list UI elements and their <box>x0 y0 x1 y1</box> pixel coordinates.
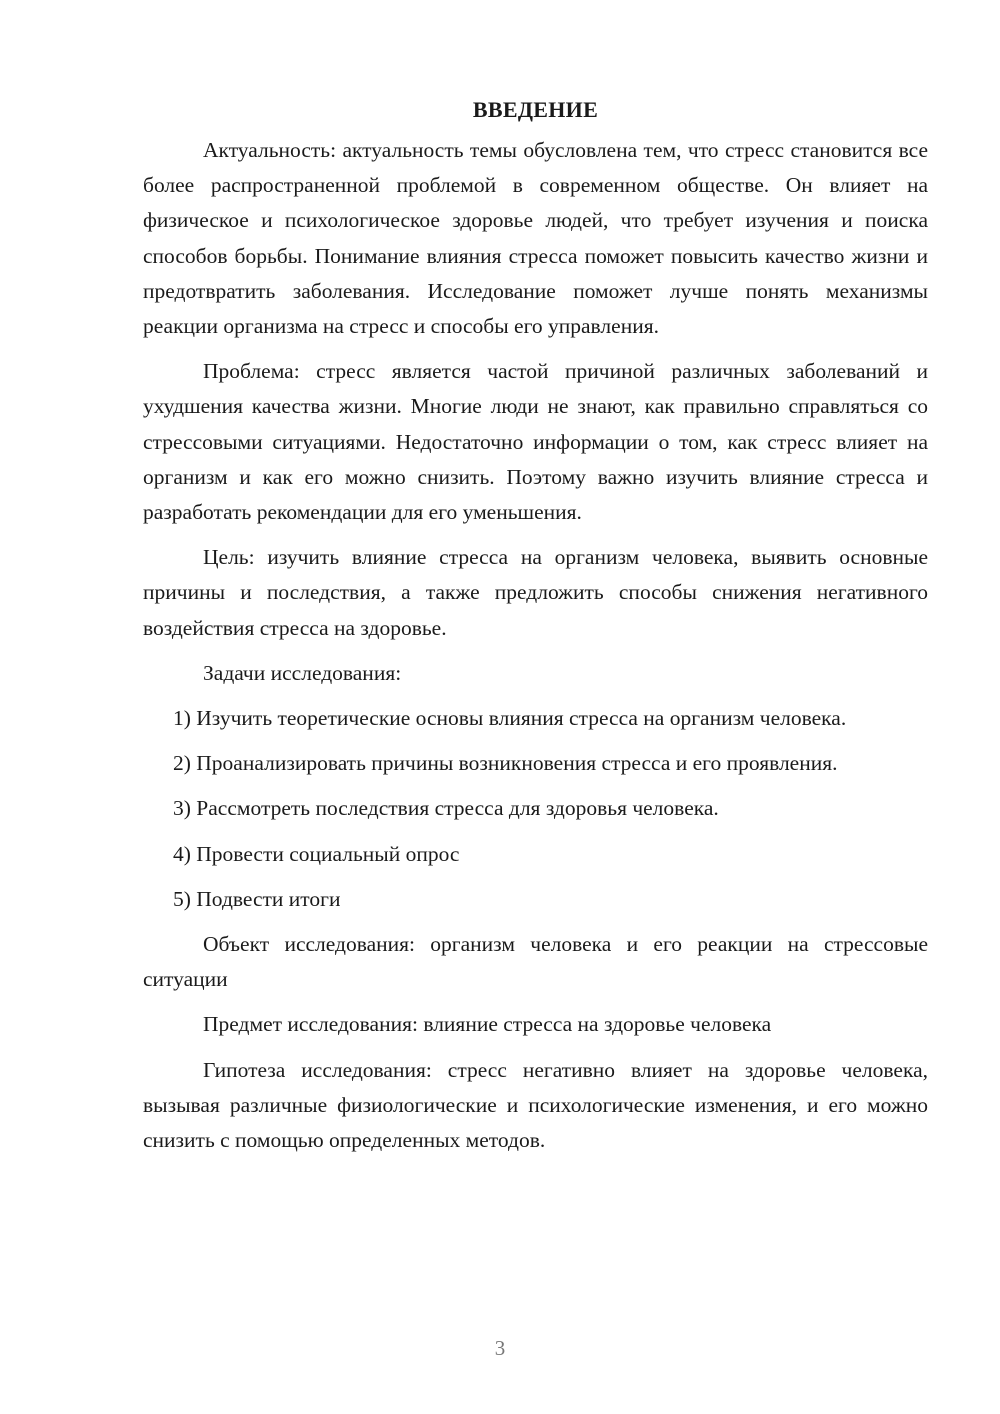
list-item: 1) Изучить теоретические основы влияния стресса на организм человека. <box>173 706 847 731</box>
page-number: 3 <box>494 1336 506 1360</box>
goal-paragraph: Цель: изучить влияние стресса на организм человека, выявить основные причины и последствия, а также предложить способы снижения негативного воздействия стресса на здоровье. <box>143 545 928 640</box>
list-item: 4) Провести социальный опрос <box>173 841 460 866</box>
tasks-heading: Задачи исследования: <box>203 660 402 685</box>
problem-paragraph: Проблема: стресс является частой причиной различных заболеваний и ухудшения качества жизни. Многие люди не знают, как правильно справляться со стрессовыми ситуациями. Недостаточно информации о том, как стресс влияет на организм и как его можно снизить. Поэтому важно изучить влияние стресса и разработать рекомендации для его уменьшения. <box>143 359 928 525</box>
document-page <box>143 92 928 1168</box>
relevance-paragraph: Актуальность: актуальность темы обусловлена тем, что стресс становится все более распространенной проблемой в современном обществе. Он влияет на физическое и психологическое здоровье людей, что требует изучения и поиска способов борьбы. Понимание влияния стресса поможет повысить качество жизни и предотвратить заболевания. Исследование поможет лучше понять механизмы реакции организма на стресс и способы его управления. <box>143 138 928 339</box>
subject-paragraph: Предмет исследования: влияние стресса на здоровье человека <box>203 1012 772 1037</box>
list-item: 3) Рассмотреть последствия стресса для здоровья человека. <box>173 796 719 821</box>
object-paragraph: Объект исследования: организм человека и его реакции на стрессовые ситуации <box>143 932 928 992</box>
list-item: 2) Проанализировать причины возникновения стресса и его проявления. <box>173 751 838 776</box>
page-title: ВВЕДЕНИЕ <box>472 97 599 122</box>
hypothesis-paragraph: Гипотеза исследования: стресс негативно влияет на здоровье человека, вызывая различные физиологические и психологические изменения, и его можно снизить с помощью определенных методов. <box>143 1057 928 1153</box>
tasks-list <box>143 701 928 917</box>
list-item: 5) Подвести итоги <box>173 886 341 911</box>
